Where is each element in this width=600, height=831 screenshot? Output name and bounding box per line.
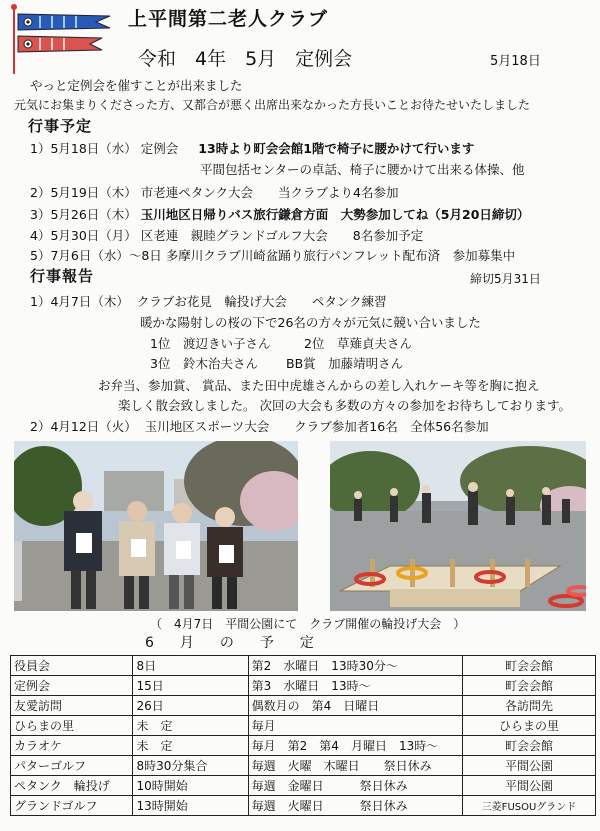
schedule-item-3-date: 3）5月26日（木） — [30, 207, 137, 222]
schedule-item-5-text: 多摩川クラブ川崎盆踊り旅行パンフレット配布済 参加募集中 — [165, 248, 516, 263]
event-name: カラオケ — [11, 736, 133, 756]
event-detail: 毎週 火曜 木曜日 祭日休み — [248, 756, 462, 776]
photo-caption: （ 4月7日 平間公園にて クラブ開催の輪投げ大会 ） — [150, 617, 466, 631]
table-row — [11, 716, 596, 736]
schedule-item-3-bold: 玉川地区日帰りバス旅行鎌倉方面 大勢参加してね（5月20日締切） — [140, 207, 530, 222]
schedule-section-title: 行事予定 — [28, 117, 93, 135]
event-day: 10時開始 — [133, 776, 248, 796]
event-day: 8日 — [133, 656, 248, 676]
report-rank-3: 3位 鈴木治夫さん — [150, 356, 258, 371]
event-name: グランドゴルフ — [11, 796, 133, 816]
schedule-item-2 — [30, 183, 399, 201]
schedule-item-1-sub: 平間包括センターの卓話、椅子に腰かけて出来る体操、他 — [200, 162, 525, 177]
table-row — [11, 776, 596, 796]
report-item-2-date: 2）4月12日（火） — [30, 419, 137, 434]
report-line-5: お弁当、参加賞、 賞品、また田中虎雄さんからの差し入れケーキ等を胸に抱え — [98, 378, 540, 393]
event-detail: 偶数月の 第4 日曜日 — [248, 696, 462, 716]
event-detail: 毎月 第2 第4 月曜日 13時～ — [248, 736, 462, 756]
schedule-item-2-date: 2）5月19日（木） — [30, 185, 137, 200]
event-day: 未 定 — [133, 736, 248, 756]
schedule-item-3 — [30, 205, 529, 223]
event-name: 定例会 — [11, 676, 133, 696]
june-schedule-table — [10, 655, 596, 816]
meeting-date: 5月18日 — [490, 54, 541, 69]
schedule-item-5-date: 5）7月6日（水）～8日 — [30, 248, 162, 263]
photo-ring-toss — [330, 441, 586, 611]
event-name: ペタンク 輪投げ — [11, 776, 133, 796]
event-place: 町会会館 — [463, 656, 596, 676]
photo-prize-winners — [14, 441, 298, 611]
event-day: 13時開始 — [133, 796, 248, 816]
event-detail: 毎週 金曜日 祭日休み — [248, 776, 462, 796]
report-item-1-date: 1）4月7日（木） — [30, 294, 129, 309]
event-place: 三菱FUSOUグランド — [463, 796, 596, 816]
table-row — [11, 736, 596, 756]
event-place: 平間公園 — [463, 756, 596, 776]
event-place: 平間公園 — [463, 776, 596, 796]
table-row — [11, 676, 596, 696]
event-detail: 毎月 — [248, 716, 462, 736]
event-day: 15日 — [133, 676, 248, 696]
event-detail: 毎週 火曜日 祭日休み — [248, 796, 462, 816]
event-name: 友愛訪問 — [11, 696, 133, 716]
report-item-1 — [30, 292, 387, 310]
event-day: 26日 — [133, 696, 248, 716]
event-day: 8時30分集合 — [133, 756, 248, 776]
event-place: ひらまの里 — [463, 716, 596, 736]
report-item-1-line2: 暖かな陽射しの桜の下で26名の方々が元気に競い合いました — [140, 315, 481, 330]
event-day: 未 定 — [133, 716, 248, 736]
event-name: ひらまの里 — [11, 716, 133, 736]
schedule-deadline: 締切5月31日 — [470, 272, 541, 286]
table-row — [11, 656, 596, 676]
intro-line-2: 元気にお集まりくださった方、又都合が悪く出席出来なかった方長いことお待たせいたしました — [14, 98, 531, 112]
report-rank-1: 1位 渡辺きい子さん — [150, 336, 271, 351]
club-name: 上平間第二老人クラブ — [128, 8, 329, 30]
event-place: 各訪問先 — [463, 696, 596, 716]
report-item-2-text: 玉川地区スポーツ大会 クラブ参加者16名 全体56名参加 — [144, 419, 489, 434]
event-name: パターゴルフ — [11, 756, 133, 776]
report-rank-2: 2位 草薙貞夫さん — [304, 336, 412, 351]
meeting-title: 令和 4年 5月 定例会 — [138, 48, 353, 70]
schedule-item-1-date: 1）5月18日（水） — [30, 141, 137, 156]
report-bb-prize: BB賞 加藤靖明さん — [286, 356, 404, 371]
table-row — [11, 756, 596, 776]
schedule-item-1-text: 定例会 — [140, 141, 179, 156]
schedule-item-1-bold: 13時より町会会館1階で椅子に腰かけて行います — [198, 141, 475, 156]
table-row — [11, 696, 596, 716]
june-schedule-title: 6 月 の 予 定 — [145, 635, 320, 651]
schedule-item-4 — [30, 226, 423, 244]
table-row — [11, 796, 596, 816]
schedule-item-1 — [30, 139, 474, 157]
intro-line-1: やっと定例会を催すことが出来ました — [30, 78, 243, 93]
event-name: 役員会 — [11, 656, 133, 676]
report-item-1-text: クラブお花見 輪投げ大会 ペタンク練習 — [136, 294, 387, 309]
event-place: 町会会館 — [463, 736, 596, 756]
report-item-2 — [30, 417, 489, 435]
event-place: 町会会館 — [463, 676, 596, 696]
schedule-item-5 — [30, 246, 515, 264]
event-detail: 第3 水曜日 13時～ — [248, 676, 462, 696]
schedule-item-4-date: 4）5月30日（月） — [30, 228, 137, 243]
schedule-item-4-text: 区老連 親睦グランドゴルフ大会 8名参加予定 — [140, 228, 424, 243]
event-detail: 第2 水曜日 13時30分～ — [248, 656, 462, 676]
report-line-6: 楽しく散会致しました。 次回の大会も多数の方々の参加をお待ちしております。 — [118, 398, 571, 413]
koinobori-flag-icon — [10, 4, 120, 74]
schedule-item-2-text: 市老連ペタンク大会 当クラブより4名参加 — [140, 185, 399, 200]
report-section-title: 行事報告 — [30, 267, 95, 285]
